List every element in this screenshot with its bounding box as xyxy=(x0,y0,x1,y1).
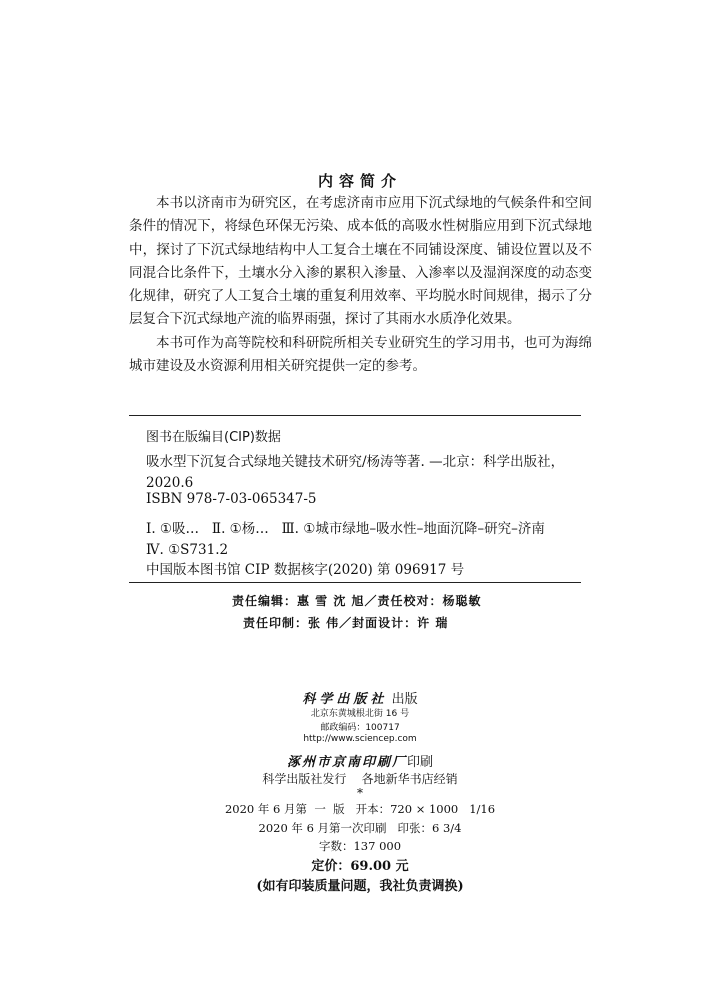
printer-name: 涿州市京南印刷厂 xyxy=(286,755,407,770)
price: 定价：69.00 元 xyxy=(311,859,409,874)
cip-top-rule xyxy=(129,415,581,416)
quality-note: (如有印装质量问题，我社负责调换) xyxy=(256,879,464,894)
cip-isbn: ISBN 978-7-03-065347-5 xyxy=(146,491,317,507)
publisher-address: 北京东黄城根北街 16 号 xyxy=(310,709,410,719)
cip-description-line1: 吸水型下沉复合式绿地关键技术研究/杨涛等著. —北京：科学出版社， xyxy=(146,454,565,470)
distribution-line: 科学出版社发行 各地新华书店经销 xyxy=(262,772,458,786)
intro-body xyxy=(129,192,592,378)
word-count: 字数：137 000 xyxy=(318,839,402,853)
credits-editors: 责任编辑：惠 雪 沈 旭／责任校对：杨聪敏 xyxy=(232,594,482,608)
publisher-line xyxy=(0,688,720,707)
separator-star: * xyxy=(357,786,363,800)
cip-bottom-rule xyxy=(129,582,581,583)
cip-description xyxy=(146,452,576,493)
credits-production: 责任印制：张 伟／封面设计：许 瑞 xyxy=(243,616,449,630)
edition-line-1: 2020 年 6 月第 一 版 开本：720 × 1000 1/16 xyxy=(224,802,496,816)
cip-check-number: 中国版本图书馆 CIP 数据核字(2020) 第 096917 号 xyxy=(146,562,465,578)
publisher-website: http://www.sciencep.com xyxy=(303,734,417,744)
cip-description-line2: 2020.6 xyxy=(146,474,194,491)
edition-line-2: 2020 年 6 月第一次印刷 印张：6 3/4 xyxy=(258,821,462,835)
cip-header: 图书在版编目(CIP)数据 xyxy=(146,430,281,445)
publisher-name: 科学出版社 xyxy=(302,692,388,707)
cip-class-line1: Ⅰ. ①吸… Ⅱ. ①杨… Ⅲ. ①城市绿地–吸水性–地面沉降–研究–济南 xyxy=(146,521,545,537)
cip-classification xyxy=(146,519,576,560)
intro-title: 内容简介 xyxy=(317,172,402,190)
publisher-postcode: 邮政编码：100717 xyxy=(320,723,400,733)
cip-class-line2: Ⅳ. ①S731.2 xyxy=(146,541,229,558)
printer-line xyxy=(0,751,720,770)
intro-paragraph-2: 本书可作为高等院校和科研院所相关专业研究生的学习用书，也可为海绵城市建设及水资源利用相关研究提供一定的参考。 xyxy=(129,334,592,375)
printer-suffix: 印刷 xyxy=(407,755,434,770)
publisher-suffix: 出版 xyxy=(387,692,418,707)
intro-paragraph-1: 本书以济南市为研究区，在考虑济南市应用下沉式绿地的气候条件和空间条件的情况下，将绿色环保无污染、成本低的高吸水性树脂应用到下沉式绿地中，探讨了下沉式绿地结构中人工复合土壤在不同铺设深度、铺设位置以及不同混合比条件下，土壤水分入渗的累积入渗量、入渗率以及湿润深度的动态变化规律，研究了人工复合土壤的重复利用效率、平均脱水时间规律，揭示了分层复合下沉式绿地产流的临界雨强，探讨了其雨水水质净化效果。 xyxy=(129,195,592,328)
